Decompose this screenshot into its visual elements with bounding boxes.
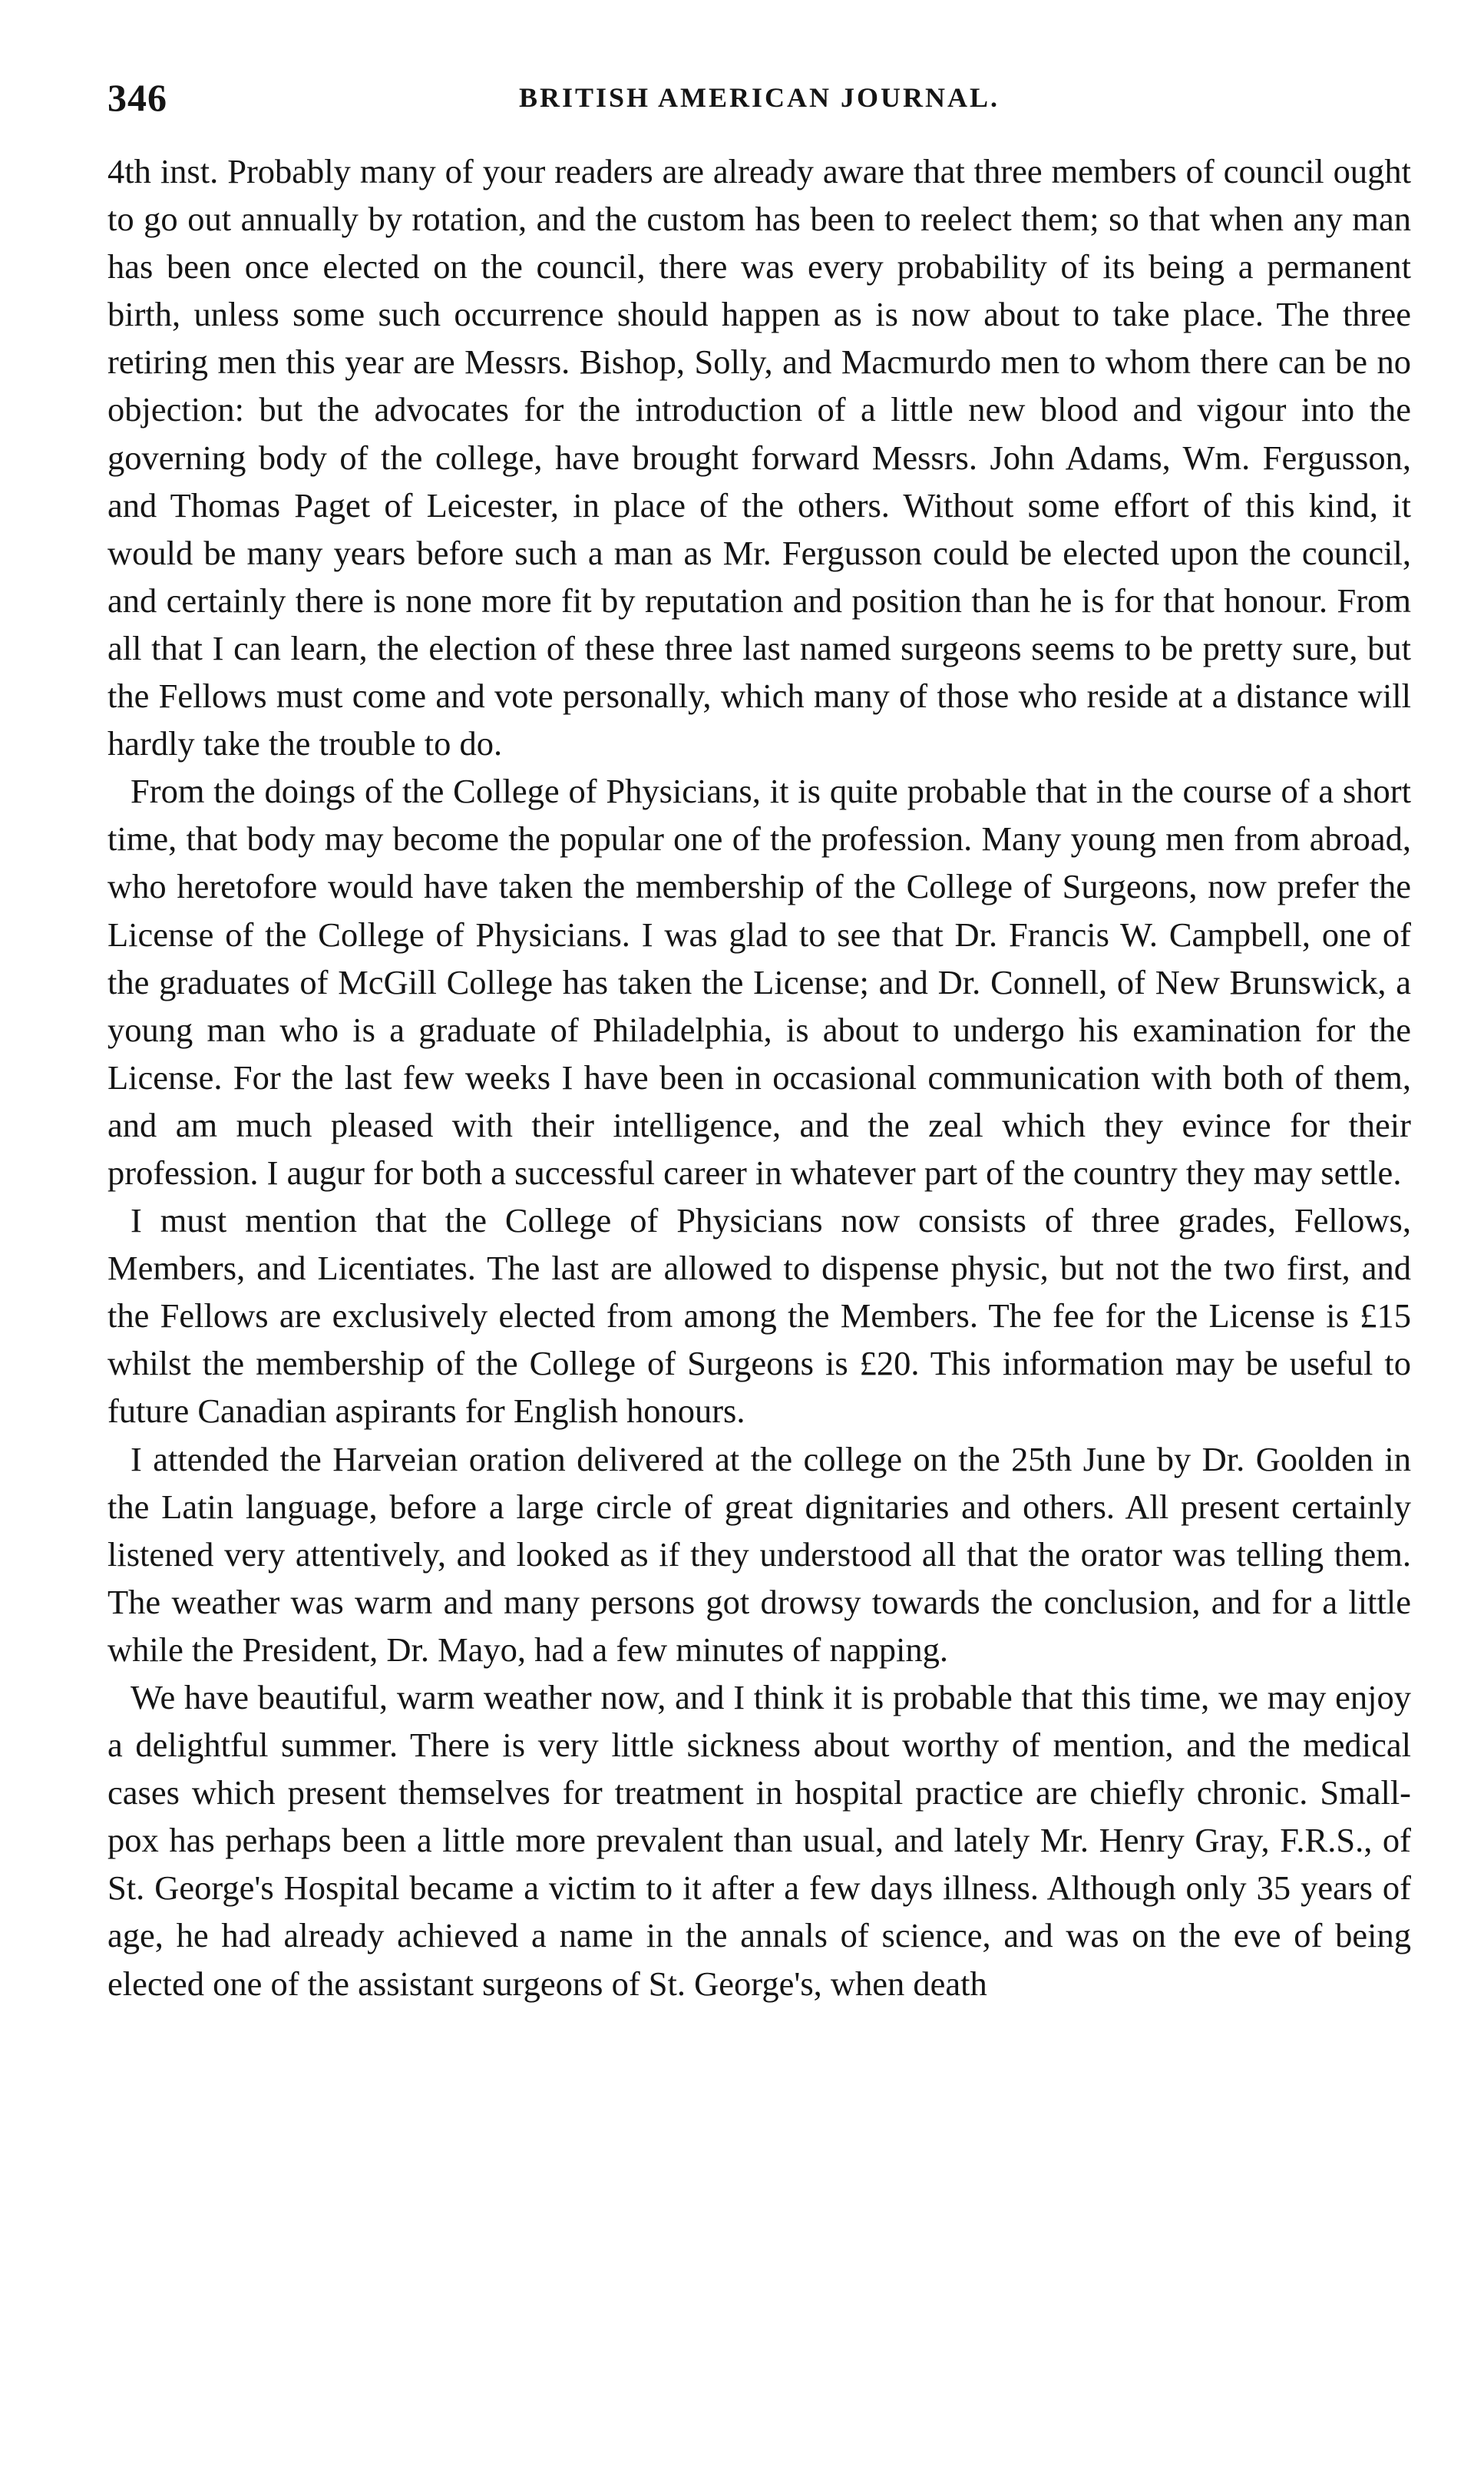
paragraph-4: I attended the Harveian oration delivered at the college on the 25th June by Dr. Goolden in the Latin language, before a large circle of great dignitaries and others. All present certainly listened very attentively, and looked as if they understood all that the orator was telling them. The weather was warm and many persons got drowsy towards the conclusion, and for a little while the President, Dr. Mayo, had a few minutes of napping. [107, 1439, 1411, 1669]
paragraph-2: From the doings of the College of Physicians, it is quite probable that in the course of a short time, that body may become the popular one of the profession. Many young men from abroad, who heretofore would have taken the membership of the College of Surgeons, now prefer the License of the College of Physicians. I was glad to see that Dr. Francis W. Campbell, one of the graduates of McGill College has taken the License; and Dr. Connell, of New Brunswick, a young man who is a graduate of Philadelphia, is about to undergo his examination for the License. For the last few weeks I have been in occasional communication with both of them, and am much pleased with their intelligence, and the zeal which they evince for their profession. I augur for both a successful career in whatever part of the country they may settle. [107, 772, 1411, 1192]
running-head [107, 71, 1411, 132]
page-number: 346 [107, 76, 167, 119]
paragraph-5: We have beautiful, warm weather now, and I think it is probable that this time, we may enjoy a delightful summer. There is very little sickness about worthy of mention, and the medical cases which present themselves for treatment in hospital practice are chiefly chronic. Small-pox has perhaps been a little more prevalent than usual, and lately Mr. Henry Gray, F.R.S., of St. George's Hospital became a victim to it after a few days illness. Although only 35 years of age, he had already achieved a name in the annals of science, and was on the eve of being elected one of the assistant surgeons of St. George's, when death [107, 1678, 1411, 2003]
article-body [107, 147, 1411, 2007]
paragraph-3: I must mention that the College of Physicians now consists of three grades, Fellows, Members, and Licentiates. The last are allowed to dispense physic, but not the two first, and the Fellows are exclusively elected from among the Members. The fee for the License is £15 whilst the membership of the College of Surgeons is £20. This information may be useful to future Canadian aspirants for English honours. [107, 1201, 1411, 1431]
journal-title: BRITISH AMERICAN JOURNAL. [518, 82, 1000, 113]
paragraph-1: 4th inst. Probably many of your readers are already aware that three members of council ought to go out annually by rotation, and the custom has been to reelect them; so that when any man has been once elected on the council, there was every probability of its being a permanent birth, unless some such occurrence should happen as is now about to take place. The three retiring men this year are Messrs. Bishop, Solly, and Macmurdo men to whom there can be no objection: but the advocates for the introduction of a little new blood and vigour into the governing body of the college, have brought forward Messrs. John Adams, Wm. Fergusson, and Thomas Paget of Leicester, in place of the others. Without some effort of this kind, it would be many years before such a man as Mr. Fergusson could be elected upon the council, and certainly there is none more fit by reputation and position than he is for that honour. From all that I can learn, the election of these three last named surgeons seems to be pretty sure, but the Fellows must come and vote personally, which many of those who reside at a distance will hardly take the trouble to do. [107, 152, 1411, 763]
